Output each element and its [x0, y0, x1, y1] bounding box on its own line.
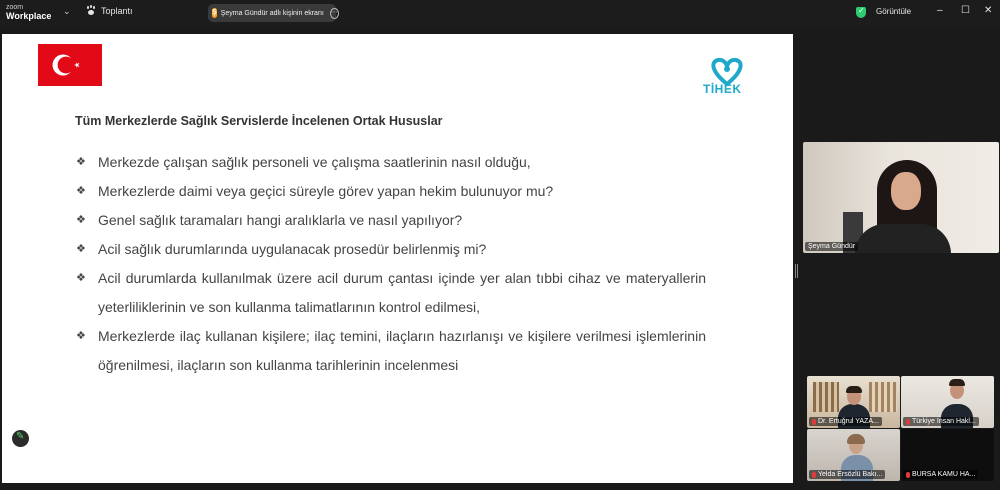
- presenter-badge: Ş: [212, 9, 217, 16]
- turkey-flag-image: [38, 44, 102, 86]
- participant-name-label: BURSA KAMU HA...: [903, 470, 978, 479]
- minimize-icon[interactable]: –: [937, 5, 943, 16]
- participant-hair: [847, 434, 865, 444]
- share-text: Şeyma Gündür adlı kişinin ekranı: [220, 9, 324, 17]
- zoom-logo: [6, 3, 51, 21]
- participant-name-label: Yelda Ersözlü Bakı...: [809, 470, 885, 479]
- title-bar: [0, 0, 1000, 26]
- participant-body: [855, 224, 951, 253]
- mic-muted-icon: [812, 419, 816, 425]
- participant-face: [891, 172, 921, 210]
- screen-share-indicator[interactable]: [208, 4, 336, 22]
- participant-video-tile[interactable]: [901, 429, 994, 481]
- diamond-bullet-icon: ❖: [76, 214, 86, 226]
- list-item: ❖ Genel sağlık taramaları hangi aralıklarla ve nasıl yapılıyor?: [74, 206, 706, 235]
- bookshelf: [813, 382, 839, 412]
- brand-top-text: zoom: [6, 4, 24, 11]
- participant-video-tile[interactable]: [807, 429, 900, 481]
- close-icon[interactable]: ✕: [984, 5, 993, 16]
- shared-screen-slide: [2, 34, 793, 483]
- list-item: ❖ Merkezlerde ilaç kullanan kişilere; ilaç temini, ilaçların hazırlanışı ve kişilere verilmesi işlemlerinin öğrenilmesi, ilaçların son kullanma tarihlerinin incelenmesi: [74, 322, 706, 380]
- participant-name-label: Şeyma Gündür: [805, 242, 858, 251]
- participant-name-label: Türkiye İnsan Hakl...: [903, 417, 979, 426]
- meeting-label: Toplantı: [101, 6, 133, 16]
- participant-hair: [949, 379, 965, 386]
- meeting-icon: [86, 6, 96, 16]
- participant-hair: [846, 386, 862, 393]
- mic-muted-icon: [812, 472, 816, 478]
- more-options-icon[interactable]: ⋯: [330, 8, 339, 19]
- bookshelf: [869, 382, 897, 412]
- diamond-bullet-icon: ❖: [76, 243, 86, 255]
- annotate-pencil-icon[interactable]: [12, 430, 29, 447]
- diamond-bullet-icon: ❖: [76, 330, 86, 342]
- list-item: ❖ Merkezde çalışan sağlık personeli ve çalışma saatlerinin nasıl olduğu,: [74, 148, 706, 177]
- security-shield-icon[interactable]: [856, 7, 866, 18]
- participant-video-tile[interactable]: [807, 376, 900, 428]
- list-item: ❖ Merkezlerde daimi veya geçici süreyle görev yapan hekim bulunuyor mu?: [74, 177, 706, 206]
- list-item: ❖ Acil durumlarda kullanılmak üzere acil durum çantası içinde yer alan tıbbi cihaz ve materyallerin yeterliliklerinin ve son kullanma talimatlarının kontrol edilmesi,: [74, 264, 706, 322]
- chevron-down-icon[interactable]: ⌄: [63, 6, 71, 16]
- view-menu[interactable]: Görüntüle: [876, 7, 912, 16]
- list-item: ❖ Acil sağlık durumlarında uygulanacak prosedür belirlenmiş mi?: [74, 235, 706, 264]
- participant-video-main[interactable]: [803, 142, 999, 253]
- tihek-logo-text: TİHEK: [703, 82, 742, 96]
- bullet-list: [74, 148, 706, 380]
- diamond-bullet-icon: ❖: [76, 272, 86, 284]
- diamond-bullet-icon: ❖: [76, 156, 86, 168]
- mic-muted-icon: [906, 419, 910, 425]
- resize-handle[interactable]: [795, 264, 798, 278]
- meeting-menu[interactable]: [86, 6, 133, 16]
- participant-video-tile[interactable]: [901, 376, 994, 428]
- maximize-icon[interactable]: ☐: [961, 5, 970, 16]
- slide-title: Tüm Merkezlerde Sağlık Servislerde İncelenen Ortak Hususlar: [75, 114, 443, 128]
- participant-name-label: Dr. Ertuğrul YAZA...: [809, 417, 882, 426]
- brand-bottom-text: Workplace: [6, 11, 52, 21]
- diamond-bullet-icon: ❖: [76, 185, 86, 197]
- mic-muted-icon: [906, 472, 910, 478]
